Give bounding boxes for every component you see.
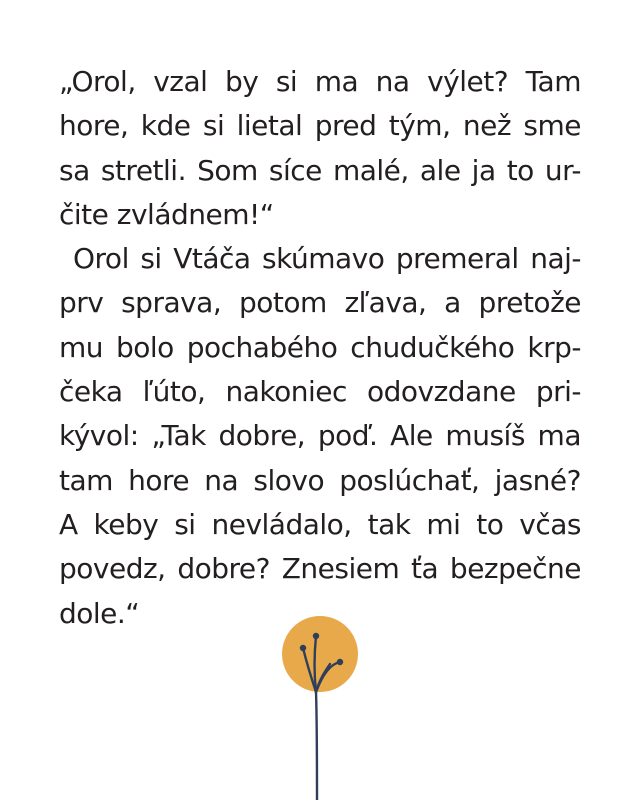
line-text: kývol: „Tak dobre, poď. Ale musíš ma xyxy=(59,419,581,453)
text-line xyxy=(59,370,581,414)
line-text: A keby si nevládalo, tak mi to včas xyxy=(59,507,581,541)
line-text: sa stretli. Som síce malé, ale ja to ur- xyxy=(59,153,581,187)
text-line xyxy=(59,414,581,458)
line-text: tam hore na slovo poslúchať, jasné? xyxy=(59,463,581,497)
seed-dot xyxy=(337,659,343,665)
stem-line xyxy=(316,692,317,800)
text-line xyxy=(59,104,581,148)
line-text: dole.“ xyxy=(59,596,140,630)
text-line xyxy=(59,459,581,503)
text-line xyxy=(59,547,581,591)
line-text: Orol si Vtáča skúmavo premeral naj- xyxy=(73,242,581,276)
seed-dot xyxy=(313,633,319,639)
line-text: mu bolo pochabého chudučkého krp- xyxy=(59,330,581,364)
line-text: „Orol, vzal by si ma na výlet? Tam xyxy=(59,65,581,98)
text-line xyxy=(59,149,581,193)
text-line xyxy=(59,503,581,547)
story-text xyxy=(59,60,581,636)
line-text: povedz, dobre? Znesiem ťa bezpečne xyxy=(59,552,581,586)
text-line xyxy=(59,60,581,104)
text-line xyxy=(59,193,581,237)
text-line xyxy=(59,281,581,325)
text-line xyxy=(59,326,581,370)
dandelion-flower-icon xyxy=(270,612,370,800)
line-text: hore, kde si lietal pred tým, než sme xyxy=(59,109,581,143)
line-text: čite zvládnem!“ xyxy=(59,197,274,231)
line-text: prv sprava, potom zľava, a pretože xyxy=(59,286,581,320)
text-line xyxy=(59,237,581,281)
seed-dot xyxy=(300,645,306,651)
line-text: čeka ľúto, nakoniec odovzdane pri- xyxy=(59,375,581,409)
